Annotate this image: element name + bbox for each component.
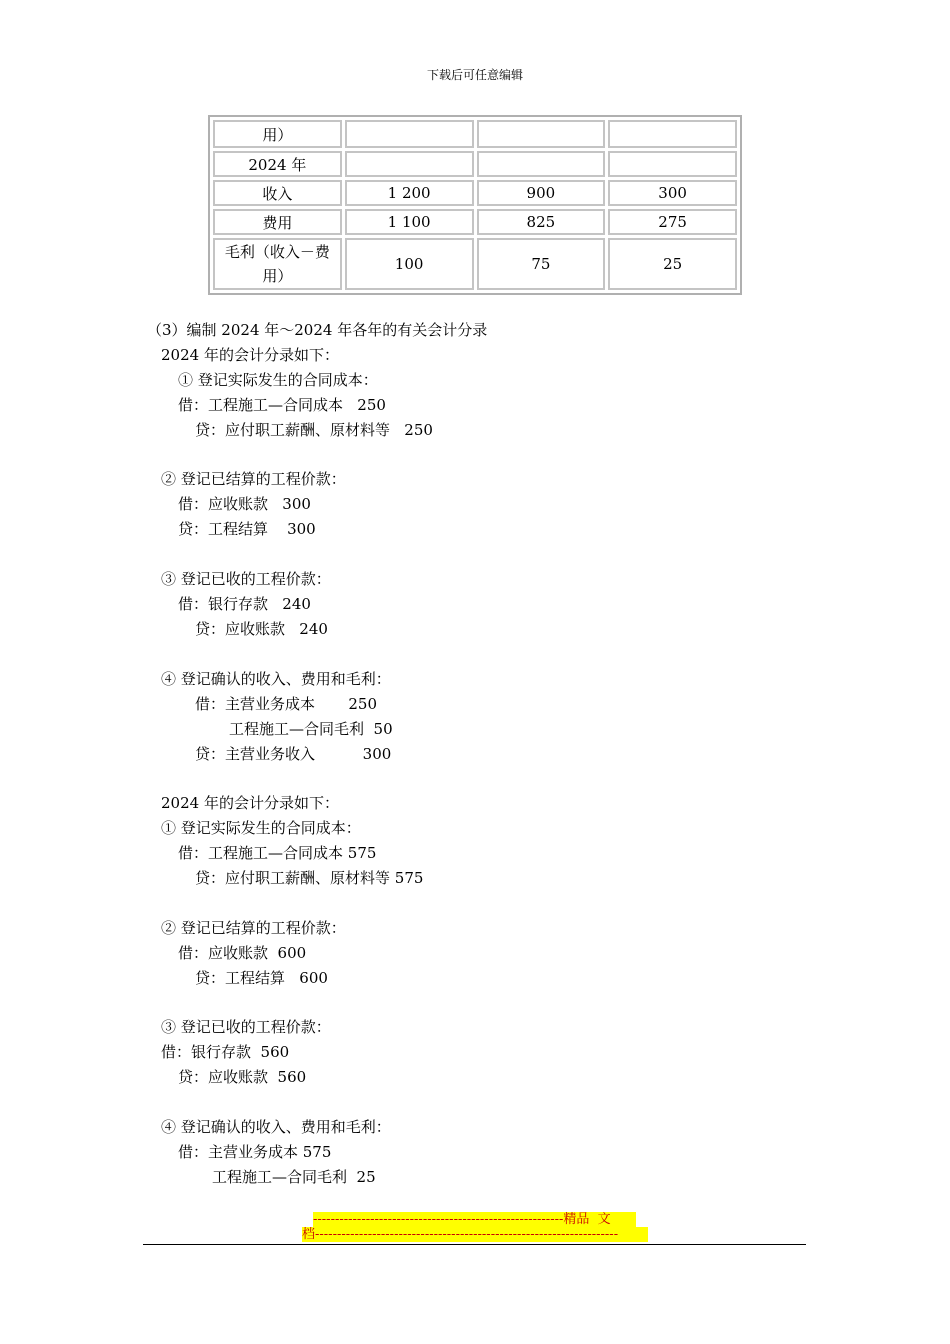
footer-rule <box>143 1244 806 1245</box>
table-row <box>213 120 737 148</box>
table-cell: 75 <box>477 238 606 290</box>
step-title: ② 登记已结算的工程价款： <box>161 470 346 488</box>
credit-entry: 贷：主营业务收入 300 <box>195 745 392 763</box>
debit-entry: 借：工程施工—合同成本 250 <box>178 396 386 414</box>
table-cell <box>345 120 474 148</box>
table-cell: 收入 <box>213 180 342 206</box>
table-row <box>213 209 737 235</box>
table-cell: 1 100 <box>345 209 474 235</box>
credit-entry: 贷：工程结算 300 <box>178 520 316 538</box>
table-cell: 300 <box>608 180 737 206</box>
table-row <box>213 238 737 290</box>
debit-entry: 借：银行存款 560 <box>161 1043 290 1061</box>
debit-entry: 借：应收账款 300 <box>178 495 311 513</box>
credit-entry: 贷：应收账款 240 <box>195 620 328 638</box>
step-title: ② 登记已结算的工程价款： <box>161 919 346 937</box>
debit-entry: 借：银行存款 240 <box>178 595 311 613</box>
debit-entry: 借：主营业务成本 250 <box>195 695 378 713</box>
table-row <box>213 180 737 206</box>
profit-table <box>208 115 742 295</box>
section-heading: （3）编制 2024 年～2024 年各年的有关会计分录 <box>147 321 488 339</box>
step-title: ④ 登记确认的收入、费用和毛利： <box>161 670 391 688</box>
footer-banner-line1: ---------------------------------------------------------精品 文 <box>313 1212 636 1227</box>
table-cell: 1 200 <box>345 180 474 206</box>
table-row <box>213 151 737 177</box>
step-title: ① 登记实际发生的合同成本： <box>178 371 378 389</box>
table-cell: 25 <box>608 238 737 290</box>
table-cell: 用） <box>213 120 342 148</box>
debit-entry: 借：工程施工—合同成本 575 <box>178 844 377 862</box>
footer-banner-line2: 档--------------------------------------------------------------------- <box>302 1227 648 1242</box>
credit-entry: 贷：应付职工薪酬、原材料等 250 <box>195 421 433 439</box>
table-cell: 900 <box>477 180 606 206</box>
table-cell <box>477 120 606 148</box>
table-cell: 毛利（收入－费用） <box>213 238 342 290</box>
debit-entry: 工程施工—合同毛利 50 <box>229 720 393 738</box>
step-title: ① 登记实际发生的合同成本： <box>161 819 361 837</box>
credit-entry: 贷：应收账款 560 <box>178 1068 307 1086</box>
table-cell: 费用 <box>213 209 342 235</box>
table-cell <box>477 151 606 177</box>
subsection-title: 2024 年的会计分录如下： <box>161 346 339 364</box>
debit-entry: 借：主营业务成本 575 <box>178 1143 332 1161</box>
credit-entry: 贷：工程结算 600 <box>195 969 328 987</box>
debit-entry: 借：应收账款 600 <box>178 944 307 962</box>
page-header: 下载后可任意编辑 <box>426 68 523 82</box>
credit-entry: 贷：应付职工薪酬、原材料等 575 <box>195 869 424 887</box>
table-cell <box>608 120 737 148</box>
table-cell: 825 <box>477 209 606 235</box>
step-title: ④ 登记确认的收入、费用和毛利： <box>161 1118 391 1136</box>
step-title: ③ 登记已收的工程价款： <box>161 570 331 588</box>
table-cell <box>608 151 737 177</box>
step-title: ③ 登记已收的工程价款： <box>161 1018 331 1036</box>
subsection-title: 2024 年的会计分录如下： <box>161 794 339 812</box>
table-cell: 275 <box>608 209 737 235</box>
table-cell <box>345 151 474 177</box>
table-cell: 2024 年 <box>213 151 342 177</box>
debit-entry: 工程施工—合同毛利 25 <box>212 1168 376 1186</box>
table-cell: 100 <box>345 238 474 290</box>
